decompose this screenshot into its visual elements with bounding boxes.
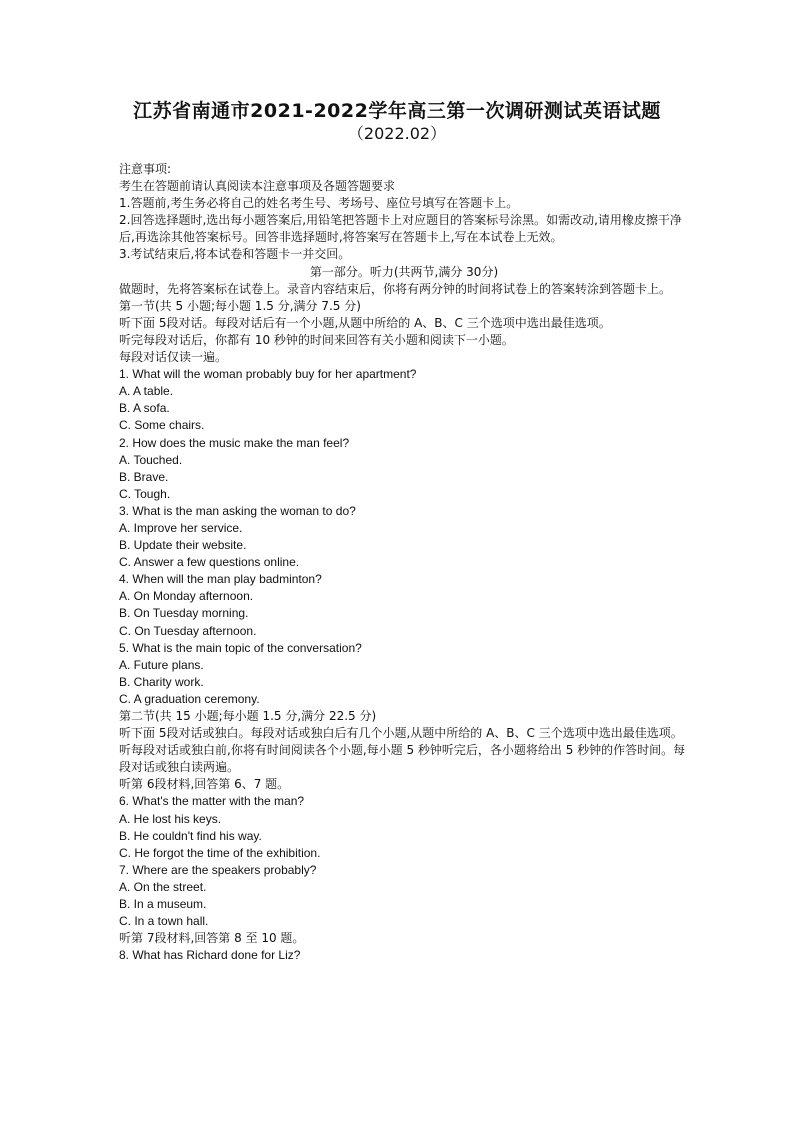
notice-line: 2.回答选择题时,选出每小题答案后,用铅笔把答题卡上对应题目的答案标号涂黑。如需改动,请用橡皮擦干净后,再选涂其他答案标号。回答非选择题时,将答案写在答题卡上,写在本试卷上无效。 (119, 213, 682, 245)
exam-date: （2022.02） (347, 124, 447, 143)
option-b: B. Charity work. (119, 674, 204, 689)
option-c: C. On Tuesday afternoon. (119, 623, 257, 638)
question-text: 2. How does the music make the man feel? (119, 435, 350, 450)
notice-line: 1.答题前,考生务必将自己的姓名考生号、考场号、座位号填写在答题卡上。 (119, 196, 519, 211)
question-text: 1. What will the woman probably buy for her apartment? (119, 367, 417, 382)
option-b: B. A sofa. (119, 401, 170, 416)
section2-intro: 听下面 5段对话或独白。每段对话或独白后有几个小题,从题中所给的 A、B、C 三个选项中选出最佳选项。听每段对话或独白前,你将有时间阅读各个小题,每小题 5 秒钟听完后，各小题将给出 5 秒钟的作答时间。每段对话或独白读两遍。 (119, 726, 686, 775)
part1-intro: 做题时，先将答案标在试卷上。录音内容结束后，你将有两分钟的时间将试卷上的答案转涂到答题卡上。 (119, 281, 672, 296)
question-text: 8. What has Richard done for Liz? (119, 948, 301, 963)
question-text: 4. When will the man play badminton? (119, 572, 322, 587)
question-text: 3. What is the man asking the woman to do? (119, 503, 356, 518)
option-b: B. On Tuesday morning. (119, 606, 249, 621)
option-b: B. Brave. (119, 469, 169, 484)
option-b: B. In a museum. (119, 897, 207, 912)
option-b: B. Update their website. (119, 538, 247, 553)
option-c: C. Some chairs. (119, 418, 205, 433)
option-a: A. Future plans. (119, 657, 204, 672)
material-6-instruction: 听第 6段材料,回答第 6、7 题。 (119, 777, 290, 792)
page-title: 江苏省南通市2021-2022学年高三第一次调研测试英语试题 (133, 100, 661, 122)
option-c: C. A graduation ceremony. (119, 691, 260, 706)
option-a: A. A table. (119, 384, 174, 399)
notice-heading: 注意事项: (119, 162, 172, 176)
material-7-instruction: 听第 7段材料,回答第 8 至 10 题。 (119, 931, 305, 946)
question-text: 7. Where are the speakers probably? (119, 862, 317, 877)
section1-intro-line: 听完每段对话后，你都有 10 秒钟的时间来回答有关小题和阅读下一小题。 (119, 332, 514, 347)
option-a: A. On Monday afternoon. (119, 589, 254, 604)
option-b: B. He couldn't find his way. (119, 828, 262, 843)
option-a: A. Touched. (119, 452, 183, 467)
option-a: A. Improve her service. (119, 520, 243, 535)
option-c: C. In a town hall. (119, 914, 209, 929)
section2-heading: 第二节(共 15 小题;每小题 1.5 分,满分 22.5 分) (119, 709, 377, 723)
notice-line: 3.考试结束后,将本试卷和答题卡一并交回。 (119, 247, 351, 262)
section1-heading: 第一节(共 5 小题;每小题 1.5 分,满分 7.5 分) (119, 298, 361, 313)
option-a: A. He lost his keys. (119, 811, 222, 826)
question-text: 5. What is the main topic of the conversation? (119, 640, 362, 655)
exam-content (119, 161, 689, 964)
question-text: 6. What's the matter with the man? (119, 794, 305, 809)
option-c: C. Tough. (119, 486, 171, 501)
option-a: A. On the street. (119, 879, 207, 894)
section1-intro-line: 听下面 5段对话。每段对话后有一个小题,从题中所给的 A、B、C 三个选项中选出最佳选项。 (119, 315, 611, 330)
section1-intro-line: 每段对话仅读一遍。 (119, 350, 228, 365)
part1-heading: 第一部分。听力(共两节,满分 30分) (309, 264, 499, 279)
option-c: C. Answer a few questions online. (119, 555, 300, 570)
notice-line: 考生在答题前请认真阅读本注意事项及各题答题要求 (119, 179, 396, 194)
option-c: C. He forgot the time of the exhibition. (119, 845, 321, 860)
